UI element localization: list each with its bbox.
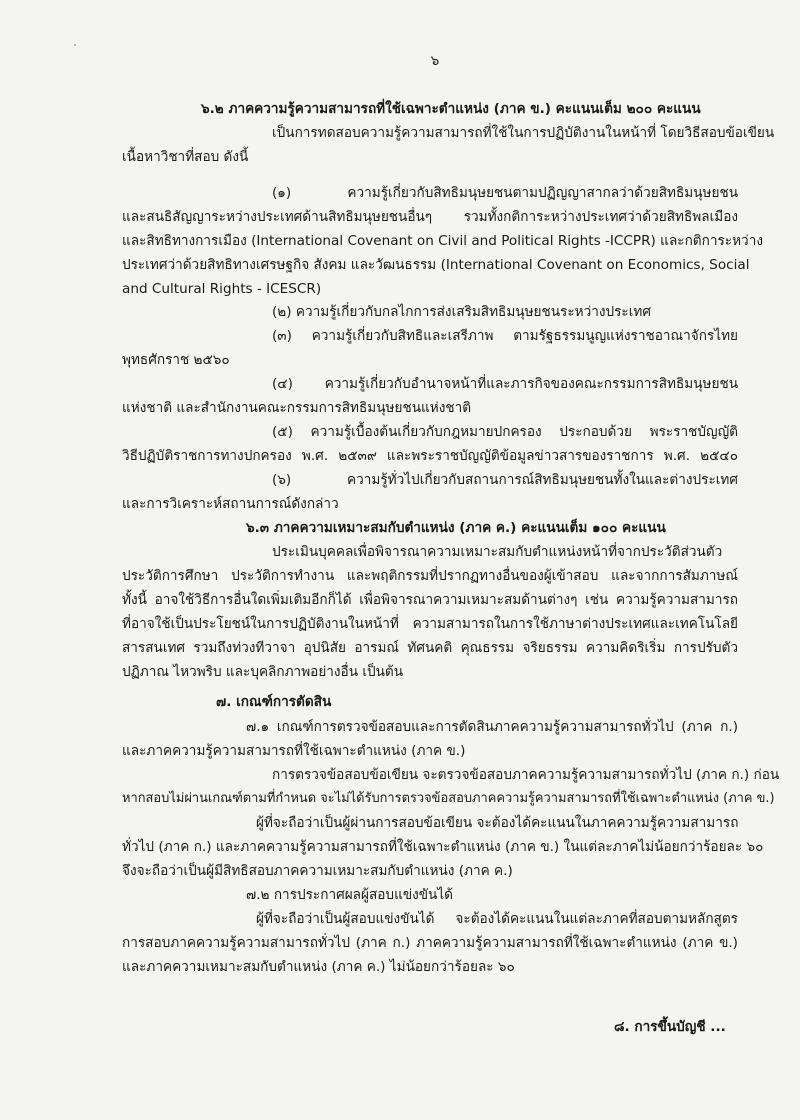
item-1-line: และสิทธิทางการเมือง (International Covenant on Civil and Political Rights -ICCPR) และกติการะหว่าง	[122, 233, 763, 249]
section-6-3-line: ที่อาจใช้เป็นประโยชน์ในการปฏิบัติงานในหน้าที่ ความสามารถในการใช้ภาษาต่างประเทศและเทคโนโลยี	[122, 616, 738, 632]
item-1-line: and Cultural Rights - ICESCR)	[122, 281, 322, 297]
section-7-1-para-line: ทั่วไป (ภาค ก.) และภาคความรู้ความสามารถที่ใช้เฉพาะตำแหน่ง (ภาค ข.) ในแต่ละภาคไม่น้อยกว่าร้อยละ ๖๐	[122, 839, 764, 855]
section-6-3-line: ประวัติการศึกษา ประวัติการทำงาน และพฤติกรรมที่ปรากฏทางอื่นของผู้เข้าสอบ และจากการสัมภาษณ์	[122, 568, 738, 584]
section-6-2-heading: ๖.๒ ภาคความรู้ความสามารถที่ใช้เฉพาะตำแหน่ง (ภาค ข.) คะแนนเต็ม ๒๐๐ คะแนน	[201, 101, 701, 117]
section-7-heading: ๗. เกณฑ์การตัดสิน	[216, 694, 332, 710]
section-7-2-line: และภาคความเหมาะสมกับตำแหน่ง (ภาค ค.) ไม่น้อยกว่าร้อยละ ๖๐	[122, 959, 515, 975]
item-4-line: แห่งชาติ และสำนักงานคณะกรรมการสิทธิมนุษยชนแห่งชาติ	[122, 400, 472, 416]
section-6-2-intro-line: เป็นการทดสอบความรู้ความสามารถที่ใช้ในการปฏิบัติงานในหน้าที่ โดยวิธีสอบข้อเขียน	[272, 125, 775, 141]
item-3-line: พุทธศักราช ๒๕๖๐	[122, 352, 230, 368]
item-3-line: (๓) ความรู้เกี่ยวกับสิทธิและเสรีภาพ ตามรัฐธรรมนูญแห่งราชอาณาจักรไทย	[272, 328, 738, 344]
section-7-2-line: การสอบภาคความรู้ความสามารถทั่วไป (ภาค ก.) ภาคความรู้ความสามารถที่ใช้เฉพาะตำแหน่ง (ภาค ข.)	[122, 935, 738, 951]
item-6-line: และการวิเคราะห์สถานการณ์ดังกล่าว	[122, 496, 339, 512]
item-5-line: วิธีปฏิบัติราชการทางปกครอง พ.ศ. ๒๕๓๙ และพระราชบัญญัติข้อมูลข่าวสารของราชการ พ.ศ. ๒๕๔๐	[122, 448, 738, 464]
section-7-1-para-line: การตรวจข้อสอบข้อเขียน จะตรวจข้อสอบภาคความรู้ความสามารถทั่วไป (ภาค ก.) ก่อน	[272, 767, 780, 783]
page-number: ๖	[430, 53, 440, 69]
section-6-3-heading: ๖.๓ ภาคความเหมาะสมกับตำแหน่ง (ภาค ค.) คะแนนเต็ม ๑๐๐ คะแนน	[246, 520, 666, 536]
scan-speck	[74, 44, 76, 46]
section-6-3-line: ประเมินบุคคลเพื่อพิจารณาความเหมาะสมกับตำแหน่งหน้าที่จากประวัติส่วนตัว	[272, 544, 723, 560]
item-5-line: (๕) ความรู้เบื้องต้นเกี่ยวกับกฎหมายปกครอง ประกอบด้วย พระราชบัญญัติ	[272, 424, 738, 440]
section-7-1-para-line: ผู้ที่จะถือว่าเป็นผู้ผ่านการสอบข้อเขียน จะต้องได้คะแนนในภาคความรู้ความสามารถ	[256, 815, 739, 831]
section-7-1-para-line: หากสอบไม่ผ่านเกณฑ์ตามที่กำหนด จะไม่ได้รับการตรวจข้อสอบภาคความรู้ความสามารถที่ใช้เฉพาะตำแหน่ง (ภาค ข.)	[122, 791, 775, 806]
item-1-line: ประเทศว่าด้วยสิทธิทางเศรษฐกิจ สังคม และวัฒนธรรม (International Covenant on Economics, Social	[122, 257, 750, 273]
item-2: (๒) ความรู้เกี่ยวกับกลไกการส่งเสริมสิทธิมนุษยชนระหว่างประเทศ	[272, 304, 651, 320]
item-1-line: และสนธิสัญญาระหว่างประเทศด้านสิทธิมนุษยชนอื่นๆ รวมทั้งกติการะหว่างประเทศว่าด้วยสิทธิพลเมือง	[122, 209, 738, 225]
continuation-marker: ๘. การขึ้นบัญชี ...	[614, 1019, 726, 1035]
section-7-2-line: ผู้ที่จะถือว่าเป็นผู้สอบแข่งขันได้ จะต้องได้คะแนนในแต่ละภาคที่สอบตามหลักสูตร	[256, 911, 738, 927]
section-6-3-line: ทั้งนี้ อาจใช้วิธีการอื่นใดเพิ่มเติมอีกก็ได้ เพื่อพิจารณาความเหมาะสมด้านต่างๆ เช่น ความรู้ความสามารถ	[122, 592, 738, 608]
item-6-line: (๖) ความรู้ทั่วไปเกี่ยวกับสถานการณ์สิทธิมนุษยชนทั้งในและต่างประเทศ	[272, 472, 738, 488]
section-6-3-line: สารสนเทศ รวมถึงท่วงทีวาจา อุปนิสัย อารมณ์ ทัศนคติ คุณธรรม จริยธรรม ความคิดริเริ่ม การปรับตัว	[122, 640, 738, 656]
section-7-1-line: และภาคความรู้ความสามารถที่ใช้เฉพาะตำแหน่ง (ภาค ข.)	[122, 743, 466, 759]
section-6-2-intro-line: เนื้อหาวิชาที่สอบ ดังนี้	[122, 149, 249, 165]
section-7-1-line: ๗.๑ เกณฑ์การตรวจข้อสอบและการตัดสินภาคความรู้ความสามารถทั่วไป (ภาค ก.)	[246, 719, 738, 735]
section-7-1-para-line: จึงจะถือว่าเป็นผู้มีสิทธิสอบภาคความเหมาะสมกับตำแหน่ง (ภาค ค.)	[122, 863, 513, 879]
item-4-line: (๔) ความรู้เกี่ยวกับอำนาจหน้าที่และภารกิจของคณะกรรมการสิทธิมนุษยชน	[272, 376, 738, 392]
section-6-3-line: ปฏิภาณ ไหวพริบ และบุคลิกภาพอย่างอื่น เป็นต้น	[122, 664, 404, 680]
section-7-2-heading: ๗.๒ การประกาศผลผู้สอบแข่งขันได้	[246, 887, 454, 903]
item-1-line: (๑) ความรู้เกี่ยวกับสิทธิมนุษยชนตามปฏิญญาสากลว่าด้วยสิทธิมนุษยชน	[272, 185, 738, 201]
